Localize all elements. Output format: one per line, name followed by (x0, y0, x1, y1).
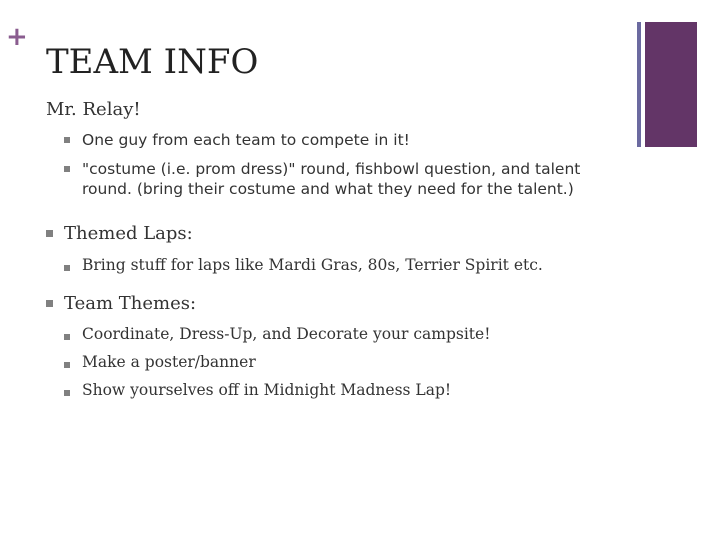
list-item: One guy from each team to compete in it! (82, 131, 410, 149)
intro-text: Mr. Relay! (46, 99, 141, 120)
bullet-icon (64, 265, 70, 271)
section-heading-team-themes: Team Themes: (64, 293, 197, 314)
slide-title: TEAM INFO (46, 42, 259, 82)
plus-icon: + (6, 22, 28, 52)
list-item: Show yourselves off in Midnight Madness Lap! (82, 381, 452, 399)
list-item: "costume (i.e. prom dress)" round, fishbowl question, and talent round. (bring their costume and what they need for the talent.) (82, 160, 581, 198)
bullet-icon (64, 166, 70, 172)
bullet-icon (64, 390, 70, 396)
bullet-icon (64, 334, 70, 340)
bullet-icon (46, 230, 53, 237)
list-item: Coordinate, Dress-Up, and Decorate your campsite! (82, 325, 491, 343)
section-heading-themed-laps: Themed Laps: (64, 223, 193, 244)
bullet-icon (46, 300, 53, 307)
bullet-icon (64, 362, 70, 368)
bullet-icon (64, 137, 70, 143)
list-item: Make a poster/banner (82, 353, 256, 371)
list-item: Bring stuff for laps like Mardi Gras, 80s, Terrier Spirit etc. (82, 256, 543, 274)
